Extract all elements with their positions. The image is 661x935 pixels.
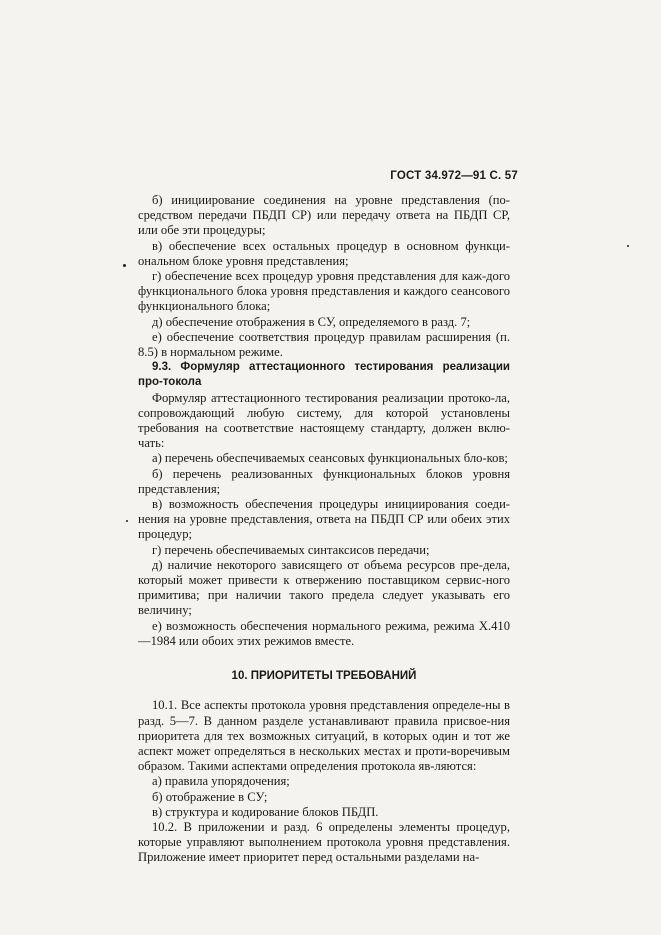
- paragraph-10-1: 10.1. Все аспекты протокола уровня представления определе-ны в разд. 5—7. В данном разделе устанавливают правила присвое-ния приоритета для тех возможных ситуаций, в которых один и тот же аспект может определяться в нескольких местах и проти-воречивым образом. Такими аспектами определения протокола яв-ляются:: [138, 698, 510, 774]
- item-10-1-v: в) структура и кодирование блоков ПБДП.: [152, 804, 379, 819]
- page-header: ГОСТ 34.972—91 С. 57: [390, 170, 518, 182]
- subsection-heading-9-3: 9.3. Формуляр аттестационного тестирования реализации про-токола: [138, 361, 510, 389]
- item-9-3-a: а) перечень обеспечиваемых сеансовых функциональных бло-ков;: [152, 451, 508, 466]
- item-9-3-e: е) возможность обеспечения нормального режима, режима Х.410—1984 или обоих этих режимов вместе.: [138, 618, 510, 648]
- paragraph-10-2: 10.2. В приложении и разд. 6 определены элементы процедур, которые управляют выполнением протокола уровня представления. Приложение имеет приоритет перед остальными разделами на-: [138, 819, 510, 865]
- item-9-3-g: г) перечень обеспечиваемых синтаксисов передачи;: [152, 542, 430, 557]
- item-9-2-g: г) обеспечение всех процедур уровня представления для каж-дого функционального блока уровня представления и каждого сеансового функционального блока;: [138, 269, 510, 314]
- document-body: [138, 193, 510, 866]
- item-9-2-v: в) обеспечение всех остальных процедур в основном функци-ональном блоке уровня представления;: [138, 238, 510, 268]
- margin-mark: [126, 520, 128, 522]
- item-10-1-a: а) правила упорядочения;: [152, 774, 290, 789]
- margin-mark: [627, 245, 629, 247]
- margin-mark: [123, 264, 126, 267]
- item-9-2-e: е) обеспечение соответствия процедур правилам расширения (п. 8.5) в нормальном режиме.: [138, 329, 510, 360]
- paragraph-9-3-intro: Формуляр аттестационного тестирования реализации протоко-ла, сопровождающий любую систему, для которой установлены требования на соответствие настоящему стандарту, должен вклю-чать:: [138, 390, 510, 451]
- item-9-3-b: б) перечень реализованных функциональных блоков уровня представления;: [138, 466, 510, 496]
- item-9-3-v: в) возможность обеспечения процедуры инициирования соеди-нения на уровне представления, ответа на ПБДП СР или обеих этих процедур;: [138, 497, 510, 542]
- item-9-2-d: д) обеспечение отображения в СУ, определяемого в разд. 7;: [152, 314, 471, 329]
- item-9-2-b: б) инициирование соединения на уровне представления (по-средством передачи ПБДП СР) или передачу ответа на ПБДП СР, или обе эти процедуры;: [138, 193, 510, 238]
- item-9-3-d: д) наличие некоторого зависящего от объема ресурсов пре-дела, который может привести к отвержению поставщиком сервис-ного примитива; при наличии такого предела следует указывать его величину;: [138, 557, 510, 618]
- item-10-1-b: б) отображение в СУ;: [152, 789, 268, 804]
- section-title-10: 10. ПРИОРИТЕТЫ ТРЕБОВАНИЙ: [231, 670, 417, 683]
